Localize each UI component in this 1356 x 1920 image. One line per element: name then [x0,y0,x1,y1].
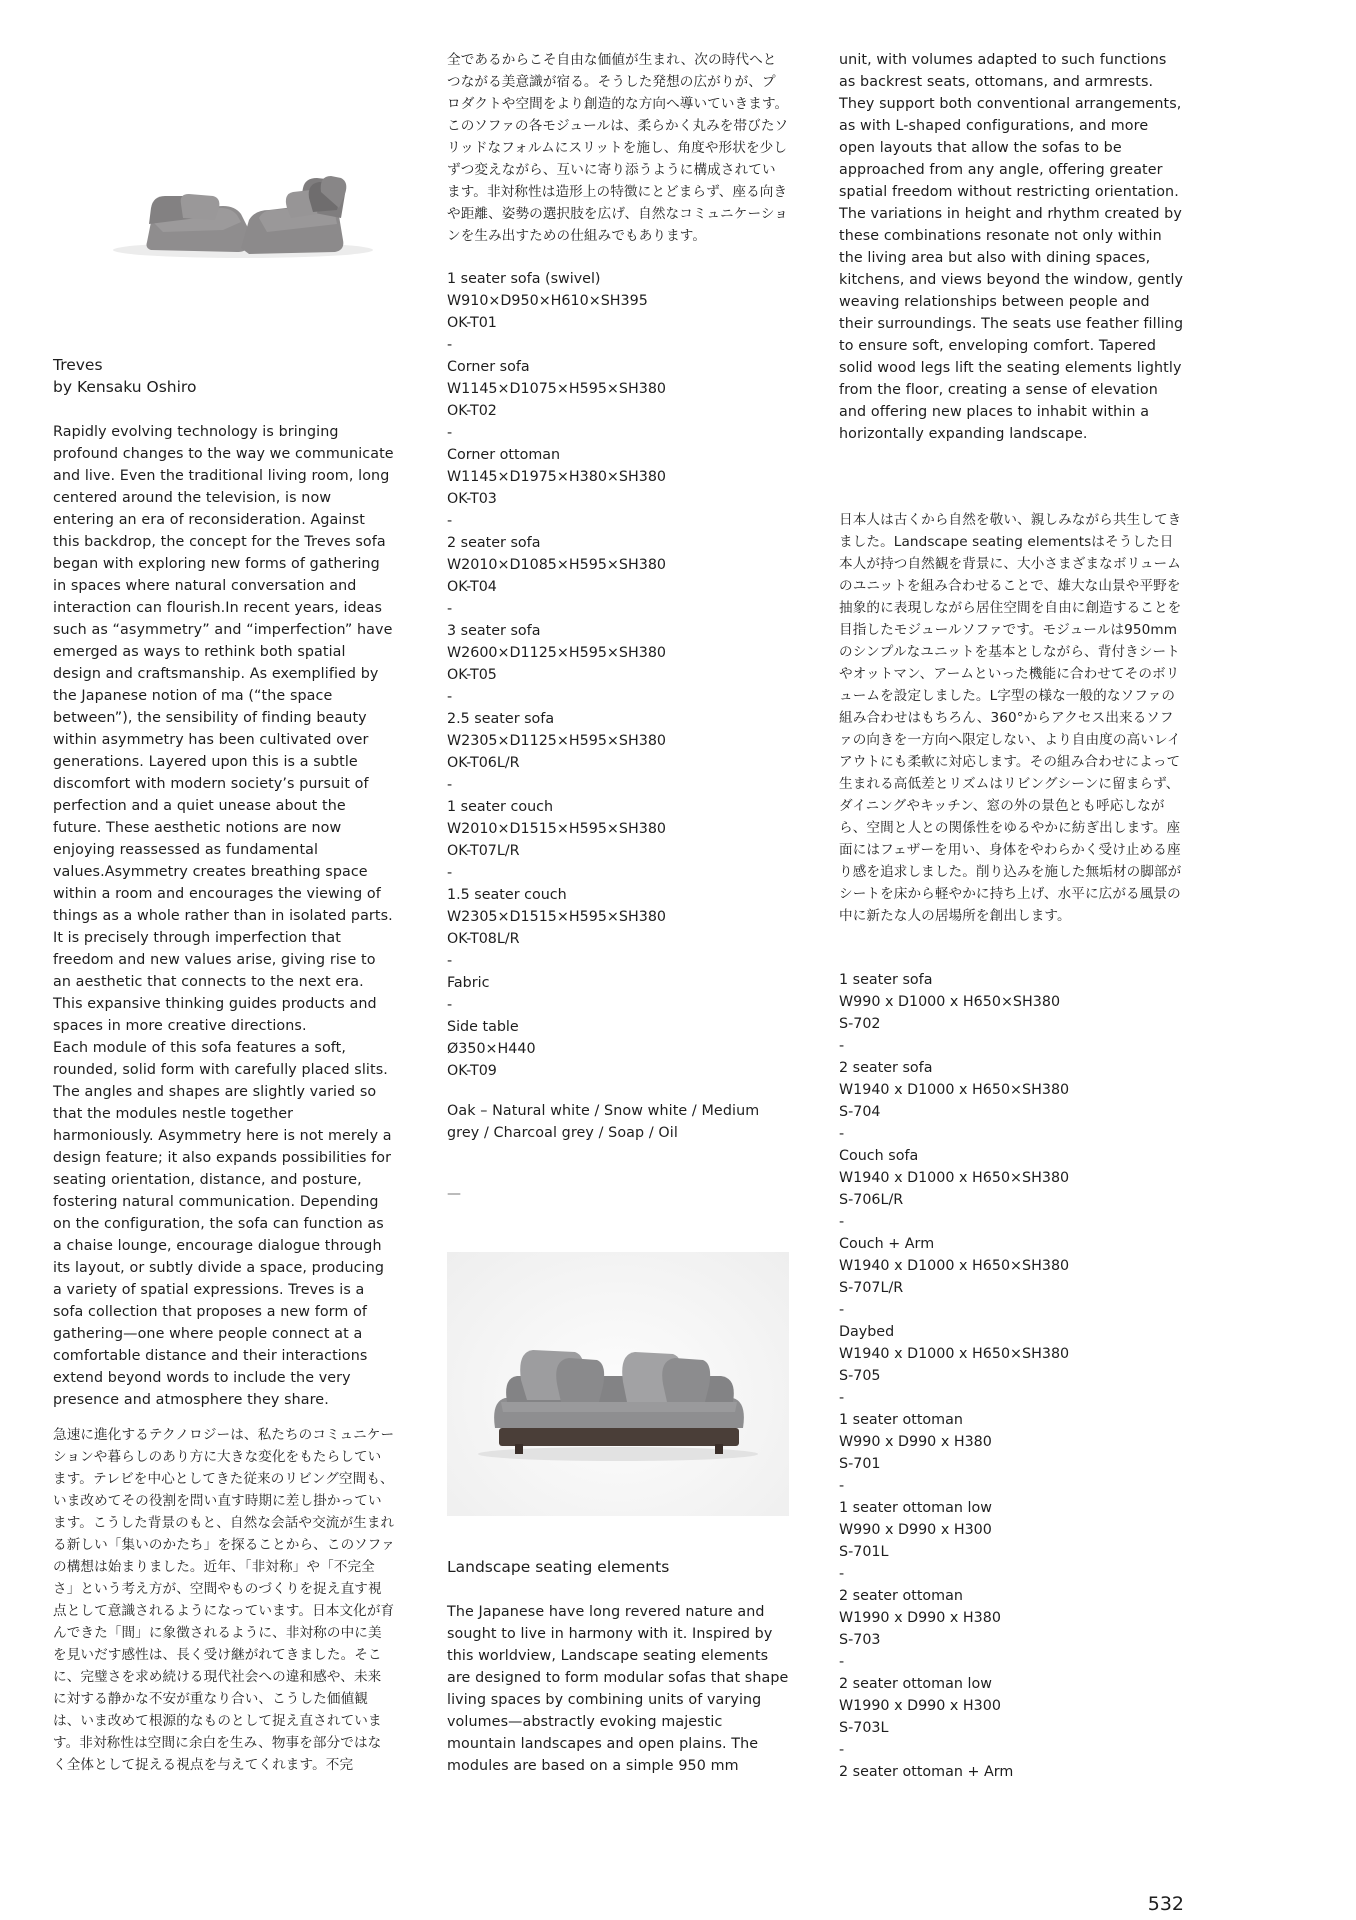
landscape-title: Landscape seating elements [447,1558,670,1576]
landscape-body-jp: 日本人は古くから自然を敬い、親しみながら共生してきました。Landscape seating elementsはそうした日本人が持つ自然観を背景に、大小さまざまなボリュームのユニットを組み合わせることで、雄大な山景や平野を抽象的に表現しながら居住空間を自由に創造することを目指したモジュールソファです。モジュールは950mmのシンプルなユニットを基本としながら、背付きシートやオットマン、アームといった機能に合わせてそのボリュームを設定しました。L字型の様な一般的なソファの組み合わせはもちろん、360°からアクセス出来るソファの向きを一方向へ限定しない、より自由度の高いレイアウトにも柔軟に対応します。その組み合わせによって生まれる高低差とリズムはリビングシーンに留まらず、ダイニングやキッチン、窓の外の景色とも呼応しながら、空間と人との関係性をゆるやかに紡ぎ出します。座面にはフェザーを用い、身体をやわらかく受け止める座り感を追求しました。削り込みを施した無垢材の脚部がシートを床から軽やかに持ち上げ、水平に広がる風景の中に新たな人の居場所を創出します。 [839,512,1182,924]
treves-finish: Oak – Natural white / Snow white / Medium grey / Charcoal grey / Soap / Oil [447,1103,760,1141]
treves-body-jp: 急速に進化するテクノロジーは、私たちのコミュニケーションや暮らしのあり方に大きな変化をもたらしています。テレビを中心としてきた従来のリビング空間も、いま改めてその役割を問い直す時期に差し掛かっています。こうした背景のもと、自然な会話や交流が生まれる新しい「集いのかたち」を探ることから、このソファの構想は始まりました。近年、「非対称」や「不完全さ」という考え方が、空間やものづくりを捉え直す視点として意識されるようになっています。日本文化が育んできた「間」に象徴されるように、非対称の中に美を見いだす感性は、長く受け継がれてきました。そこに、完璧さを求め続ける現代社会への違和感や、未来に対する静かな不安が重なり合い、こうした価値観は、いま改めて根源的なものとして捉え直されています。非対称性は空間に余白を生み、物事を部分ではなく全体として捉える視点を与えてくれます。不完 [53,1427,395,1773]
sofa-landscape-icon [447,1252,789,1516]
treves-body-jp-continued: 全であるからこそ自由な価値が生まれ、次の時代へとつながる美意識が宿る。そうした発想の広がりが、プロダクトや空間をより創造的な方向へ導いていきます。このソファの各モジュールは、柔らかく丸みを帯びたソリッドなフォルムにスリットを施し、角度や形状を少しずつ変えながら、互いに寄り添うように構成されています。非対称性は造形上の特徴にとどまらず、座る向きや距離、姿勢の選択肢を広げ、自然なコミュニケーションを生み出すための仕組みでもあります。 [447,52,789,244]
landscape-sofa-image [447,1252,789,1516]
landscape-body-en-continued: unit, with volumes adapted to such functions as backrest seats, ottomans, and armrests. They support both conventional arrangements, as with L-shaped configurations, and more open layouts that allow the sofas to be approached from any angle, offering greater spatial freedom without restricting orientation. The variations in height and rhythm created by these combinations resonate not only within the living area but also with dining spaces, kitchens, and views beyond the window, gently weaving relationships between people and their surroundings. The seats use feather filling to ensure soft, enveloping comfort. Tapered solid wood legs lift the seating elements lightly from the floor, creating a sense of elevation and offering new places to inhabit within a horizontally expanding landscape. [839,52,1184,442]
treves-body-en: Rapidly evolving technology is bringing profound changes to the way we communicate and live. Even the traditional living room, long centered around the television, is now entering an era of reconsideration. Against this backdrop, the concept for the Treves sofa began with exploring new forms of gathering in spaces where natural conversation and interaction can flourish.In recent years, ideas such as “asymmetry” and “imperfection” have emerged as ways to rethink both spatial design and craftsmanship. As exemplified by the Japanese notion of ma (“the space between”), the sensibility of finding beauty within asymmetry has been cultivated over generations. Layered upon this is a subtle discomfort with modern society’s pursuit of perfection and a quiet unease about the future. These aesthetic notions are now enjoying reassessed as fundamental values.Asymmetry creates breathing space within a room and encourages the viewing of things as a whole rather than in isolated parts. It is precisely through imperfection that freedom and new values arise, giving rise to an aesthetic that connects to the next era. This expansive thinking guides products and spaces in more creative directions. Each module of this sofa features a soft, rounded, solid form with carefully placed slits. The angles and shapes are slightly varied so that the modules nestle together harmoniously. Asymmetry here is not merely a design feature; it also expands possibilities for seating orientation, distance, and posture, fostering natural communication. Depending on the configuration, the sofa can function as a chaise lounge, encourage dialogue through its layout, or subtly divide a space, producing a variety of spatial expressions. Treves is a sofa collection that proposes a new form of gathering—one where people connect at a comfortable distance and their interactions extend beyond words to include the very presence and atmosphere they share. [53,424,394,1408]
page-number: 532 [1147,1893,1184,1915]
treves-title: Treves [53,356,103,374]
landscape-body-en: The Japanese have long revered nature and sought to live in harmony with it. Inspired by this worldview, Landscape seating elements are designed to form modular sofas that shape living spaces by combining units of varying volumes—abstractly evoking majestic mountain landscapes and open plains. The modules are based on a simple 950 mm [447,1604,789,1774]
section-divider: — [447,1186,461,1202]
treves-specs: 1 seater sofa (swivel) W910×D950×H610×SH395 OK-T01 - Corner sofa W1145×D1075×H595×SH380 OK-T02 - Corner ottoman W1145×D1975×H380×SH380 OK-T03 - 2 seater sofa W2010×D1085×H595×SH380 OK-T04 - 3 seater sofa W2600×D1125×H595×SH380 OK-T05 - 2.5 seater sofa W2305×D1125×H595×SH380 OK-T06L/R - 1 seater couch W2010×D1515×H595×SH380 OK-T07L/R - 1.5 seater couch W2305×D1515×H595×SH380 OK-T08L/R - Fabric - Side table Ø350×H440 OK-T09 [447,271,667,1079]
sofa-treves-icon [73,72,413,318]
treves-sofa-image [73,72,413,318]
treves-author: by Kensaku Oshiro [53,378,197,396]
landscape-specs: 1 seater sofa W990 x D1000 x H650×SH380 S-702 - 2 seater sofa W1940 x D1000 x H650×SH380 S-704 - Couch sofa W1940 x D1000 x H650×SH380 S-706L/R - Couch + Arm W1940 x D1000 x H650×SH380 S-707L/R - Daybed W1940 x D1000 x H650×SH380 S-705 - 1 seater ottoman W990 x D990 x H380 S-701 - 1 seater ottoman low W990 x D990 x H300 S-701L - 2 seater ottoman W1990 x D990 x H380 S-703 - 2 seater ottoman low W1990 x D990 x H300 S-703L - 2 seater ottoman + Arm [839,972,1070,1780]
